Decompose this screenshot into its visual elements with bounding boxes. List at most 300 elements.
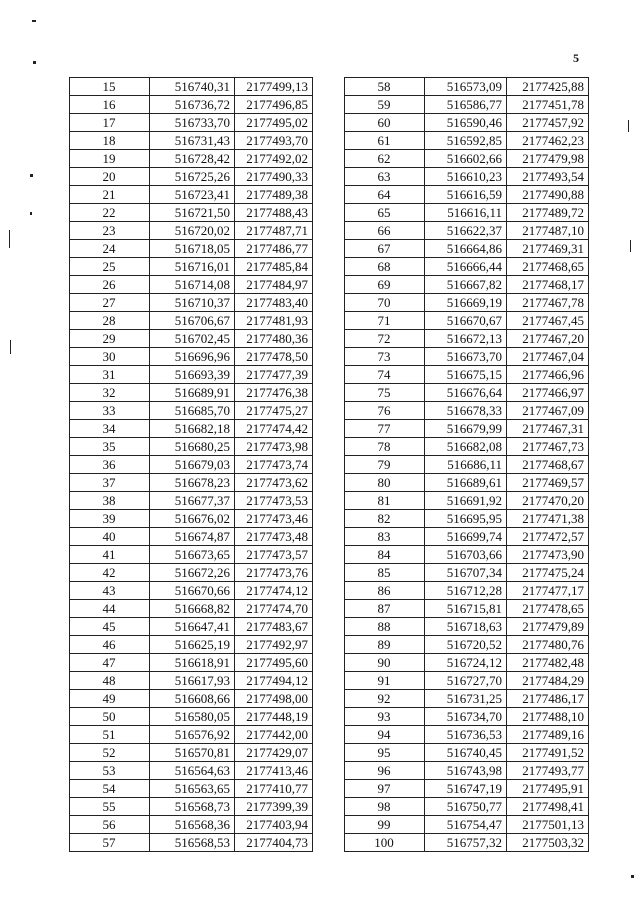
x-coordinate-cell: 516695,95 bbox=[425, 510, 507, 528]
x-coordinate-cell: 516568,36 bbox=[150, 816, 235, 834]
x-coordinate-cell: 516672,26 bbox=[150, 564, 235, 582]
point-number-cell: 95 bbox=[345, 744, 425, 762]
table-row bbox=[345, 168, 589, 186]
point-number-cell: 47 bbox=[70, 654, 150, 672]
x-coordinate-cell: 516689,91 bbox=[150, 384, 235, 402]
x-coordinate-cell: 516733,70 bbox=[150, 114, 235, 132]
table-row bbox=[70, 420, 313, 438]
point-number-cell: 68 bbox=[345, 258, 425, 276]
y-coordinate-cell: 2177486,17 bbox=[507, 690, 589, 708]
x-coordinate-cell: 516727,70 bbox=[425, 672, 507, 690]
x-coordinate-cell: 516689,61 bbox=[425, 474, 507, 492]
x-coordinate-cell: 516750,77 bbox=[425, 798, 507, 816]
point-number-cell: 21 bbox=[70, 186, 150, 204]
table-row bbox=[70, 798, 313, 816]
table-row bbox=[70, 186, 313, 204]
scan-mark bbox=[628, 120, 629, 132]
y-coordinate-cell: 2177468,17 bbox=[507, 276, 589, 294]
x-coordinate-cell: 516715,81 bbox=[425, 600, 507, 618]
x-coordinate-cell: 516673,65 bbox=[150, 546, 235, 564]
scan-mark bbox=[32, 20, 36, 22]
point-number-cell: 20 bbox=[70, 168, 150, 186]
point-number-cell: 33 bbox=[70, 402, 150, 420]
point-number-cell: 25 bbox=[70, 258, 150, 276]
x-coordinate-cell: 516721,50 bbox=[150, 204, 235, 222]
point-number-cell: 92 bbox=[345, 690, 425, 708]
x-coordinate-cell: 516718,05 bbox=[150, 240, 235, 258]
table-row bbox=[70, 258, 313, 276]
table-row bbox=[70, 78, 313, 96]
y-coordinate-cell: 2177473,57 bbox=[235, 546, 313, 564]
table-row bbox=[345, 690, 589, 708]
x-coordinate-cell: 516725,26 bbox=[150, 168, 235, 186]
point-number-cell: 29 bbox=[70, 330, 150, 348]
y-coordinate-cell: 2177489,72 bbox=[507, 204, 589, 222]
x-coordinate-cell: 516706,67 bbox=[150, 312, 235, 330]
y-coordinate-cell: 2177487,10 bbox=[507, 222, 589, 240]
y-coordinate-cell: 2177466,97 bbox=[507, 384, 589, 402]
x-coordinate-cell: 516724,12 bbox=[425, 654, 507, 672]
y-coordinate-cell: 2177410,77 bbox=[235, 780, 313, 798]
x-coordinate-cell: 516712,28 bbox=[425, 582, 507, 600]
table-row bbox=[70, 762, 313, 780]
point-number-cell: 79 bbox=[345, 456, 425, 474]
point-number-cell: 41 bbox=[70, 546, 150, 564]
point-number-cell: 45 bbox=[70, 618, 150, 636]
x-coordinate-cell: 516731,25 bbox=[425, 690, 507, 708]
point-number-cell: 28 bbox=[70, 312, 150, 330]
y-coordinate-cell: 2177496,85 bbox=[235, 96, 313, 114]
y-coordinate-cell: 2177473,74 bbox=[235, 456, 313, 474]
y-coordinate-cell: 2177403,94 bbox=[235, 816, 313, 834]
x-coordinate-cell: 516674,87 bbox=[150, 528, 235, 546]
point-number-cell: 64 bbox=[345, 186, 425, 204]
point-number-cell: 52 bbox=[70, 744, 150, 762]
y-coordinate-cell: 2177473,62 bbox=[235, 474, 313, 492]
x-coordinate-cell: 516664,86 bbox=[425, 240, 507, 258]
x-coordinate-cell: 516576,92 bbox=[150, 726, 235, 744]
y-coordinate-cell: 2177498,41 bbox=[507, 798, 589, 816]
point-number-cell: 37 bbox=[70, 474, 150, 492]
y-coordinate-cell: 2177488,10 bbox=[507, 708, 589, 726]
x-coordinate-cell: 516679,03 bbox=[150, 456, 235, 474]
table-row bbox=[345, 312, 589, 330]
x-coordinate-cell: 516743,98 bbox=[425, 762, 507, 780]
table-row bbox=[70, 204, 313, 222]
x-coordinate-cell: 516568,73 bbox=[150, 798, 235, 816]
x-coordinate-cell: 516707,34 bbox=[425, 564, 507, 582]
table-row bbox=[345, 348, 589, 366]
table-row bbox=[70, 690, 313, 708]
x-coordinate-cell: 516563,65 bbox=[150, 780, 235, 798]
point-number-cell: 19 bbox=[70, 150, 150, 168]
table-row bbox=[345, 528, 589, 546]
y-coordinate-cell: 2177490,88 bbox=[507, 186, 589, 204]
table-row bbox=[345, 834, 589, 852]
x-coordinate-cell: 516678,33 bbox=[425, 402, 507, 420]
x-coordinate-cell: 516702,45 bbox=[150, 330, 235, 348]
y-coordinate-cell: 2177468,67 bbox=[507, 456, 589, 474]
x-coordinate-cell: 516564,63 bbox=[150, 762, 235, 780]
x-coordinate-cell: 516716,01 bbox=[150, 258, 235, 276]
table-row bbox=[70, 618, 313, 636]
table-row bbox=[70, 582, 313, 600]
point-number-cell: 30 bbox=[70, 348, 150, 366]
x-coordinate-cell: 516675,15 bbox=[425, 366, 507, 384]
point-number-cell: 26 bbox=[70, 276, 150, 294]
x-coordinate-cell: 516592,85 bbox=[425, 132, 507, 150]
point-number-cell: 93 bbox=[345, 708, 425, 726]
point-number-cell: 54 bbox=[70, 780, 150, 798]
x-coordinate-cell: 516682,18 bbox=[150, 420, 235, 438]
point-number-cell: 71 bbox=[345, 312, 425, 330]
y-coordinate-cell: 2177491,52 bbox=[507, 744, 589, 762]
point-number-cell: 61 bbox=[345, 132, 425, 150]
scan-mark bbox=[630, 240, 631, 252]
point-number-cell: 18 bbox=[70, 132, 150, 150]
x-coordinate-cell: 516747,19 bbox=[425, 780, 507, 798]
x-coordinate-cell: 516680,25 bbox=[150, 438, 235, 456]
table-row bbox=[345, 708, 589, 726]
table-row bbox=[345, 636, 589, 654]
point-number-cell: 57 bbox=[70, 834, 150, 852]
point-number-cell: 73 bbox=[345, 348, 425, 366]
point-number-cell: 43 bbox=[70, 582, 150, 600]
x-coordinate-cell: 516666,44 bbox=[425, 258, 507, 276]
y-coordinate-cell: 2177480,76 bbox=[507, 636, 589, 654]
table-row bbox=[345, 672, 589, 690]
x-coordinate-cell: 516728,42 bbox=[150, 150, 235, 168]
table-row bbox=[345, 510, 589, 528]
y-coordinate-cell: 2177495,91 bbox=[507, 780, 589, 798]
point-number-cell: 39 bbox=[70, 510, 150, 528]
point-number-cell: 86 bbox=[345, 582, 425, 600]
table-row bbox=[345, 240, 589, 258]
table-row bbox=[70, 510, 313, 528]
point-number-cell: 74 bbox=[345, 366, 425, 384]
table-row bbox=[345, 150, 589, 168]
y-coordinate-cell: 2177484,29 bbox=[507, 672, 589, 690]
y-coordinate-cell: 2177477,39 bbox=[235, 366, 313, 384]
y-coordinate-cell: 2177467,04 bbox=[507, 348, 589, 366]
y-coordinate-cell: 2177457,92 bbox=[507, 114, 589, 132]
x-coordinate-cell: 516590,46 bbox=[425, 114, 507, 132]
y-coordinate-cell: 2177493,54 bbox=[507, 168, 589, 186]
y-coordinate-cell: 2177503,32 bbox=[507, 834, 589, 852]
y-coordinate-cell: 2177448,19 bbox=[235, 708, 313, 726]
table-row bbox=[70, 528, 313, 546]
point-number-cell: 78 bbox=[345, 438, 425, 456]
table-row bbox=[70, 474, 313, 492]
point-number-cell: 49 bbox=[70, 690, 150, 708]
point-number-cell: 70 bbox=[345, 294, 425, 312]
y-coordinate-cell: 2177429,07 bbox=[235, 744, 313, 762]
point-number-cell: 27 bbox=[70, 294, 150, 312]
table-row bbox=[345, 186, 589, 204]
y-coordinate-cell: 2177473,53 bbox=[235, 492, 313, 510]
table-row bbox=[345, 492, 589, 510]
x-coordinate-cell: 516667,82 bbox=[425, 276, 507, 294]
x-coordinate-cell: 516679,99 bbox=[425, 420, 507, 438]
x-coordinate-cell: 516685,70 bbox=[150, 402, 235, 420]
x-coordinate-cell: 516699,74 bbox=[425, 528, 507, 546]
x-coordinate-cell: 516586,77 bbox=[425, 96, 507, 114]
table-row bbox=[345, 816, 589, 834]
point-number-cell: 96 bbox=[345, 762, 425, 780]
y-coordinate-cell: 2177467,31 bbox=[507, 420, 589, 438]
y-coordinate-cell: 2177499,13 bbox=[235, 78, 313, 96]
table-row bbox=[345, 564, 589, 582]
y-coordinate-cell: 2177473,98 bbox=[235, 438, 313, 456]
table-row bbox=[345, 330, 589, 348]
table-row bbox=[70, 636, 313, 654]
x-coordinate-cell: 516720,02 bbox=[150, 222, 235, 240]
table-row bbox=[70, 492, 313, 510]
y-coordinate-cell: 2177473,46 bbox=[235, 510, 313, 528]
y-coordinate-cell: 2177467,78 bbox=[507, 294, 589, 312]
table-row bbox=[70, 564, 313, 582]
point-number-cell: 69 bbox=[345, 276, 425, 294]
y-coordinate-cell: 2177492,97 bbox=[235, 636, 313, 654]
x-coordinate-cell: 516718,63 bbox=[425, 618, 507, 636]
x-coordinate-cell: 516740,45 bbox=[425, 744, 507, 762]
y-coordinate-cell: 2177492,02 bbox=[235, 150, 313, 168]
y-coordinate-cell: 2177489,16 bbox=[507, 726, 589, 744]
point-number-cell: 48 bbox=[70, 672, 150, 690]
x-coordinate-cell: 516703,66 bbox=[425, 546, 507, 564]
x-coordinate-cell: 516668,82 bbox=[150, 600, 235, 618]
table-row bbox=[70, 168, 313, 186]
y-coordinate-cell: 2177479,98 bbox=[507, 150, 589, 168]
scan-mark bbox=[30, 212, 32, 215]
y-coordinate-cell: 2177466,96 bbox=[507, 366, 589, 384]
x-coordinate-cell: 516672,13 bbox=[425, 330, 507, 348]
y-coordinate-cell: 2177442,00 bbox=[235, 726, 313, 744]
point-number-cell: 50 bbox=[70, 708, 150, 726]
x-coordinate-cell: 516676,64 bbox=[425, 384, 507, 402]
point-number-cell: 66 bbox=[345, 222, 425, 240]
y-coordinate-cell: 2177472,57 bbox=[507, 528, 589, 546]
point-number-cell: 62 bbox=[345, 150, 425, 168]
point-number-cell: 56 bbox=[70, 816, 150, 834]
y-coordinate-cell: 2177475,24 bbox=[507, 564, 589, 582]
y-coordinate-cell: 2177487,71 bbox=[235, 222, 313, 240]
y-coordinate-cell: 2177474,42 bbox=[235, 420, 313, 438]
point-number-cell: 77 bbox=[345, 420, 425, 438]
scan-mark bbox=[33, 61, 36, 64]
table-row bbox=[345, 726, 589, 744]
y-coordinate-cell: 2177413,46 bbox=[235, 762, 313, 780]
scan-mark bbox=[9, 230, 10, 248]
x-coordinate-cell: 516669,19 bbox=[425, 294, 507, 312]
point-number-cell: 36 bbox=[70, 456, 150, 474]
x-coordinate-cell: 516580,05 bbox=[150, 708, 235, 726]
x-coordinate-cell: 516736,53 bbox=[425, 726, 507, 744]
table-row bbox=[345, 762, 589, 780]
table-row bbox=[345, 366, 589, 384]
point-number-cell: 59 bbox=[345, 96, 425, 114]
y-coordinate-cell: 2177478,50 bbox=[235, 348, 313, 366]
table-row bbox=[70, 222, 313, 240]
table-row bbox=[345, 546, 589, 564]
y-coordinate-cell: 2177493,70 bbox=[235, 132, 313, 150]
table-row bbox=[70, 834, 313, 852]
x-coordinate-cell: 516670,66 bbox=[150, 582, 235, 600]
table-row bbox=[345, 258, 589, 276]
point-number-cell: 85 bbox=[345, 564, 425, 582]
table-row bbox=[70, 672, 313, 690]
y-coordinate-cell: 2177467,45 bbox=[507, 312, 589, 330]
point-number-cell: 82 bbox=[345, 510, 425, 528]
y-coordinate-cell: 2177481,93 bbox=[235, 312, 313, 330]
point-number-cell: 42 bbox=[70, 564, 150, 582]
table-row bbox=[345, 78, 589, 96]
y-coordinate-cell: 2177478,65 bbox=[507, 600, 589, 618]
point-number-cell: 81 bbox=[345, 492, 425, 510]
y-coordinate-cell: 2177469,31 bbox=[507, 240, 589, 258]
point-number-cell: 80 bbox=[345, 474, 425, 492]
x-coordinate-cell: 516757,32 bbox=[425, 834, 507, 852]
y-coordinate-cell: 2177467,09 bbox=[507, 402, 589, 420]
x-coordinate-cell: 516710,37 bbox=[150, 294, 235, 312]
table-row bbox=[345, 456, 589, 474]
x-coordinate-cell: 516723,41 bbox=[150, 186, 235, 204]
y-coordinate-cell: 2177473,90 bbox=[507, 546, 589, 564]
table-row bbox=[345, 294, 589, 312]
y-coordinate-cell: 2177480,36 bbox=[235, 330, 313, 348]
table-row bbox=[70, 600, 313, 618]
table-row bbox=[70, 546, 313, 564]
x-coordinate-cell: 516573,09 bbox=[425, 78, 507, 96]
y-coordinate-cell: 2177477,17 bbox=[507, 582, 589, 600]
table-row bbox=[345, 780, 589, 798]
table-row bbox=[345, 654, 589, 672]
table-row bbox=[70, 456, 313, 474]
table-row bbox=[345, 600, 589, 618]
point-number-cell: 46 bbox=[70, 636, 150, 654]
point-number-cell: 40 bbox=[70, 528, 150, 546]
x-coordinate-cell: 516693,39 bbox=[150, 366, 235, 384]
point-number-cell: 53 bbox=[70, 762, 150, 780]
x-coordinate-cell: 516734,70 bbox=[425, 708, 507, 726]
point-number-cell: 23 bbox=[70, 222, 150, 240]
x-coordinate-cell: 516647,41 bbox=[150, 618, 235, 636]
table-row bbox=[345, 618, 589, 636]
table-row bbox=[70, 132, 313, 150]
x-coordinate-cell: 516678,23 bbox=[150, 474, 235, 492]
table-row bbox=[70, 150, 313, 168]
y-coordinate-cell: 2177425,88 bbox=[507, 78, 589, 96]
scan-mark bbox=[30, 174, 33, 177]
table-row bbox=[70, 366, 313, 384]
table-row bbox=[70, 438, 313, 456]
point-number-cell: 38 bbox=[70, 492, 150, 510]
point-number-cell: 84 bbox=[345, 546, 425, 564]
table-row bbox=[70, 816, 313, 834]
x-coordinate-cell: 516570,81 bbox=[150, 744, 235, 762]
x-coordinate-cell: 516736,72 bbox=[150, 96, 235, 114]
table-row bbox=[70, 330, 313, 348]
point-number-cell: 31 bbox=[70, 366, 150, 384]
point-number-cell: 94 bbox=[345, 726, 425, 744]
y-coordinate-cell: 2177495,60 bbox=[235, 654, 313, 672]
x-coordinate-cell: 516618,91 bbox=[150, 654, 235, 672]
table-row bbox=[70, 726, 313, 744]
x-coordinate-cell: 516568,53 bbox=[150, 834, 235, 852]
table-row bbox=[345, 582, 589, 600]
table-row bbox=[345, 402, 589, 420]
point-number-cell: 72 bbox=[345, 330, 425, 348]
point-number-cell: 75 bbox=[345, 384, 425, 402]
y-coordinate-cell: 2177479,89 bbox=[507, 618, 589, 636]
point-number-cell: 76 bbox=[345, 402, 425, 420]
table-row bbox=[70, 708, 313, 726]
y-coordinate-cell: 2177488,43 bbox=[235, 204, 313, 222]
x-coordinate-cell: 516616,11 bbox=[425, 204, 507, 222]
x-coordinate-cell: 516608,66 bbox=[150, 690, 235, 708]
point-number-cell: 32 bbox=[70, 384, 150, 402]
point-number-cell: 88 bbox=[345, 618, 425, 636]
y-coordinate-cell: 2177493,77 bbox=[507, 762, 589, 780]
point-number-cell: 90 bbox=[345, 654, 425, 672]
y-coordinate-cell: 2177473,48 bbox=[235, 528, 313, 546]
y-coordinate-cell: 2177467,73 bbox=[507, 438, 589, 456]
y-coordinate-cell: 2177483,40 bbox=[235, 294, 313, 312]
point-number-cell: 15 bbox=[70, 78, 150, 96]
point-number-cell: 87 bbox=[345, 600, 425, 618]
point-number-cell: 17 bbox=[70, 114, 150, 132]
table-row bbox=[345, 222, 589, 240]
point-number-cell: 89 bbox=[345, 636, 425, 654]
scan-mark bbox=[10, 340, 11, 354]
y-coordinate-cell: 2177475,27 bbox=[235, 402, 313, 420]
table-row bbox=[70, 114, 313, 132]
y-coordinate-cell: 2177494,12 bbox=[235, 672, 313, 690]
table-row bbox=[345, 384, 589, 402]
y-coordinate-cell: 2177495,02 bbox=[235, 114, 313, 132]
y-coordinate-cell: 2177462,23 bbox=[507, 132, 589, 150]
table-row bbox=[345, 744, 589, 762]
y-coordinate-cell: 2177485,84 bbox=[235, 258, 313, 276]
point-number-cell: 60 bbox=[345, 114, 425, 132]
table-row bbox=[70, 312, 313, 330]
y-coordinate-cell: 2177482,48 bbox=[507, 654, 589, 672]
table-row bbox=[345, 96, 589, 114]
table-row bbox=[345, 276, 589, 294]
y-coordinate-cell: 2177486,77 bbox=[235, 240, 313, 258]
x-coordinate-cell: 516720,52 bbox=[425, 636, 507, 654]
x-coordinate-cell: 516670,67 bbox=[425, 312, 507, 330]
y-coordinate-cell: 2177467,20 bbox=[507, 330, 589, 348]
point-number-cell: 97 bbox=[345, 780, 425, 798]
y-coordinate-cell: 2177404,73 bbox=[235, 834, 313, 852]
x-coordinate-cell: 516686,11 bbox=[425, 456, 507, 474]
x-coordinate-cell: 516625,19 bbox=[150, 636, 235, 654]
table-row bbox=[70, 240, 313, 258]
point-number-cell: 100 bbox=[345, 834, 425, 852]
table-row bbox=[345, 204, 589, 222]
y-coordinate-cell: 2177484,97 bbox=[235, 276, 313, 294]
x-coordinate-cell: 516696,96 bbox=[150, 348, 235, 366]
x-coordinate-cell: 516691,92 bbox=[425, 492, 507, 510]
table-row bbox=[70, 276, 313, 294]
page-number: 5 bbox=[573, 51, 579, 65]
point-number-cell: 63 bbox=[345, 168, 425, 186]
point-number-cell: 91 bbox=[345, 672, 425, 690]
table-row bbox=[70, 654, 313, 672]
x-coordinate-cell: 516610,23 bbox=[425, 168, 507, 186]
y-coordinate-cell: 2177468,65 bbox=[507, 258, 589, 276]
